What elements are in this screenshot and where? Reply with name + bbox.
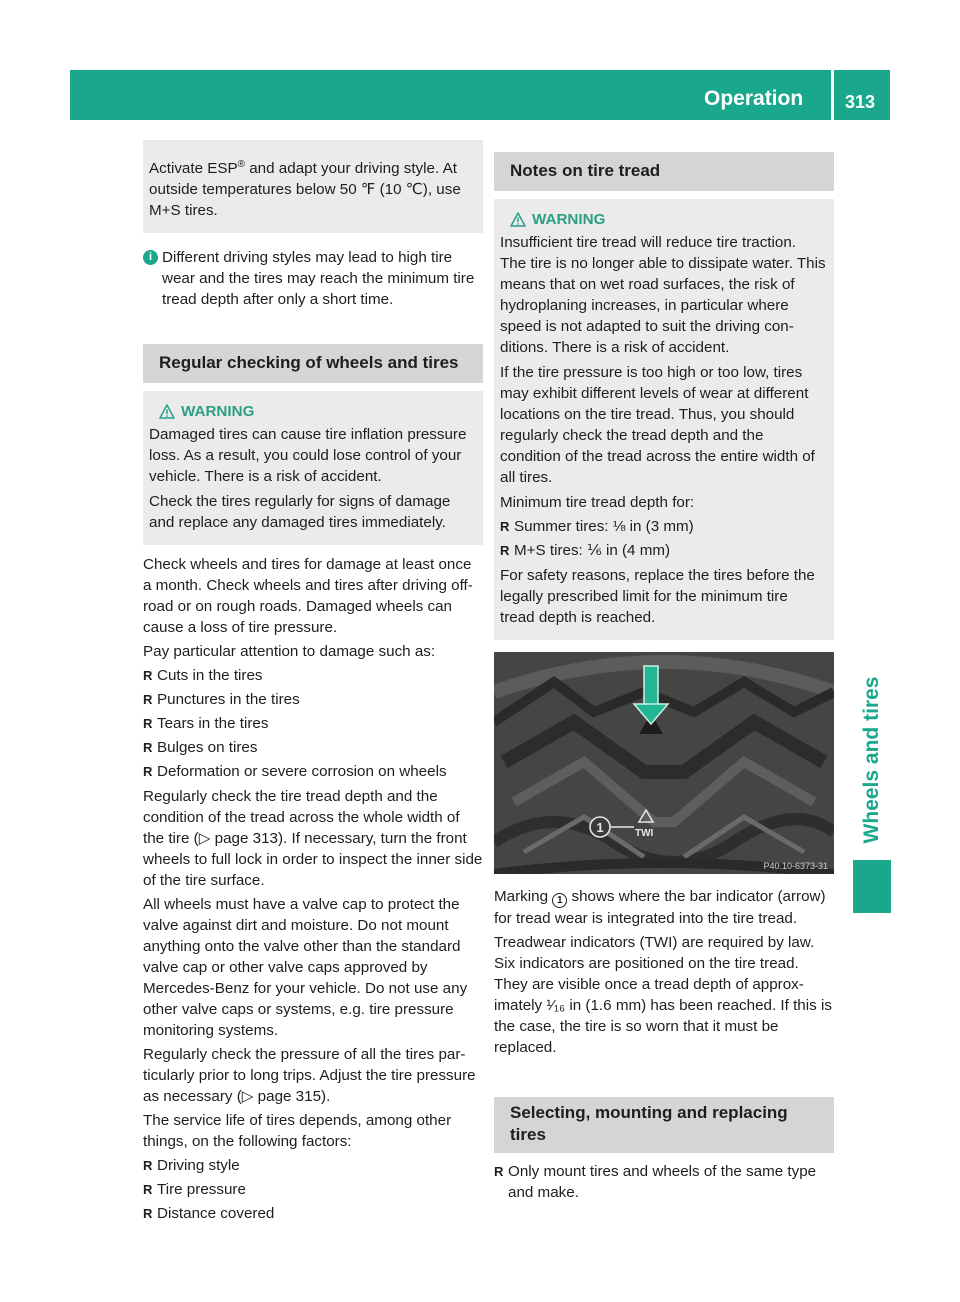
paragraph: All wheels must have a valve cap to protect the valve against dirt and moisture. Do not mount anything onto the valve other than the standard valve cap or other valve caps approved by Mercedes-Benz for your vehicle. Do not use any other valve caps or systems, e.g. tire pressure monitoring systems. xyxy=(143,896,468,1040)
list-item: R Deformation or severe corrosion on wheels xyxy=(143,761,483,782)
info-icon: i xyxy=(143,250,158,265)
tire-tread-illustration xyxy=(494,652,834,874)
page-reference-arrow-icon: ▷ xyxy=(241,1088,254,1106)
paragraph: Regularly check the tire tread depth and the condition of the tread across the whole width of the tire (▷ page 313). If necessary, turn the front wheels to full lock in order to inspect the inner side of the tire surface. xyxy=(143,788,483,890)
info-note-text: Different driving styles may lead to high tire wear and the tires may reach the minimum tire tread depth after only a short time. xyxy=(162,249,475,309)
warning-text: Insufficient tire tread will reduce tire traction. The tire is no longer able to dissipate water. This means that on wet road surfaces, the risk of hydroplaning increases, in particular where speed is not adapted to suit the driving conditions. There is a risk of accident. xyxy=(500,234,826,356)
tread-depth-list xyxy=(500,516,826,561)
callout-1-label: 1 xyxy=(596,820,604,835)
paragraph: Check wheels and tires for damage at least once a month. Check wheels and tires after driving off-road or on rough roads. Damaged wheels can cause a loss of tire pressure. xyxy=(143,556,473,637)
list-item: R Tears in the tires xyxy=(143,713,483,734)
list-item: R Tire pressure xyxy=(143,1179,483,1200)
page-reference-arrow-icon: ▷ xyxy=(198,830,211,848)
callout-1-icon: 1 xyxy=(552,893,567,908)
warning-text: For safety reasons, replace the tires before the legally prescribed limit for the minimum tire tread depth is reached. xyxy=(500,567,815,626)
regular-checking-body xyxy=(143,554,483,1224)
esp-note-text: Activate ESP® and adapt your driving style. At outside temperatures below 50 ℉ (10 ℃), use M+S tires. xyxy=(149,159,461,220)
section-heading-selecting-tires: Selecting, mounting and replacing tires xyxy=(494,1097,834,1153)
list-item: R Punctures in the tires xyxy=(143,689,483,710)
header-divider xyxy=(831,70,834,120)
paragraph: Marking 1 shows where the bar indicator (arrow) for tread wear is integrated into the tire tread. xyxy=(494,888,826,927)
list-item: R Cuts in the tires xyxy=(143,665,483,686)
page-reference-link[interactable]: ▷ page 315). xyxy=(241,1088,331,1106)
mount-list xyxy=(494,1161,834,1203)
warning-triangle-icon xyxy=(159,404,175,419)
warning-text: If the tire pressure is too high or too low, tires may exhibit different levels of wear at different locations on the tire tread. Thus, you should regularly check the tread depth and the condition of the tread across the entire width of all tires. xyxy=(500,364,815,486)
chapter-side-tab: Wheels and tires xyxy=(860,676,883,844)
list-item: R M+S tires: ⅙ in (4 mm) xyxy=(500,540,826,561)
list-item: R Summer tires: ⅛ in (3 mm) xyxy=(500,516,826,537)
left-column xyxy=(143,140,483,1228)
page-reference-link[interactable]: ▷ page 313). If necessary, turn the front wheels to full lock in order to inspect the inner side of the tire surface. xyxy=(143,830,483,890)
figure-code: P40.10-6373-31 xyxy=(763,861,828,871)
warning-box-tire-tread xyxy=(494,199,834,640)
factor-list xyxy=(143,1155,483,1224)
list-item: R Driving style xyxy=(143,1155,483,1176)
warning-header xyxy=(510,211,826,228)
list-item: R Distance covered xyxy=(143,1203,483,1224)
paragraph: Regularly check the pressure of all the tires particularly prior to long trips. Adjust the tire pressure as necessary (▷ page 315). xyxy=(143,1046,476,1106)
chapter-marker-block xyxy=(853,860,891,913)
paragraph: Pay particular attention to damage such as: xyxy=(143,643,436,661)
warning-label: WARNING xyxy=(181,403,255,421)
info-note xyxy=(143,247,483,310)
tire-tread-photo xyxy=(494,652,834,874)
right-column xyxy=(494,152,834,1207)
page-number: 313 xyxy=(845,92,876,112)
warning-triangle-icon xyxy=(510,212,526,227)
warning-text: Check the tires regularly for signs of damage and replace any damaged tires immediately. xyxy=(149,493,451,532)
section-title: Operation xyxy=(704,87,804,110)
warning-text: Minimum tire tread depth for: xyxy=(500,494,695,511)
warning-box-damaged-tires xyxy=(143,391,483,545)
warning-text: Damaged tires can cause tire inflation pressure loss. As a result, you could lose control of your vehicle. There is a risk of accident. xyxy=(149,426,467,486)
warning-label: WARNING xyxy=(532,211,606,228)
twi-label: TWI xyxy=(635,828,654,839)
section-heading-regular-checking: Regular checking of wheels and tires xyxy=(143,344,483,383)
list-item: R Only mount tires and wheels of the same type and make. xyxy=(494,1161,834,1203)
paragraph: Treadwear indicators (TWI) are required by law. Six indicators are positioned on the tire tread. They are visible once a tread depth of approximately ¹⁄₁₆ in (1.6 mm) has been reached. If this is the case, the tire is so worn that it must be replaced. xyxy=(494,934,832,1056)
tread-indicator-body xyxy=(494,886,834,1058)
damage-list xyxy=(143,665,483,782)
warning-header xyxy=(159,403,475,420)
section-heading-tire-tread: Notes on tire tread xyxy=(494,152,834,191)
esp-note-box xyxy=(143,140,483,233)
paragraph: The service life of tires depends, among other things, on the following factors: xyxy=(143,1112,452,1151)
list-item: R Bulges on tires xyxy=(143,737,483,758)
